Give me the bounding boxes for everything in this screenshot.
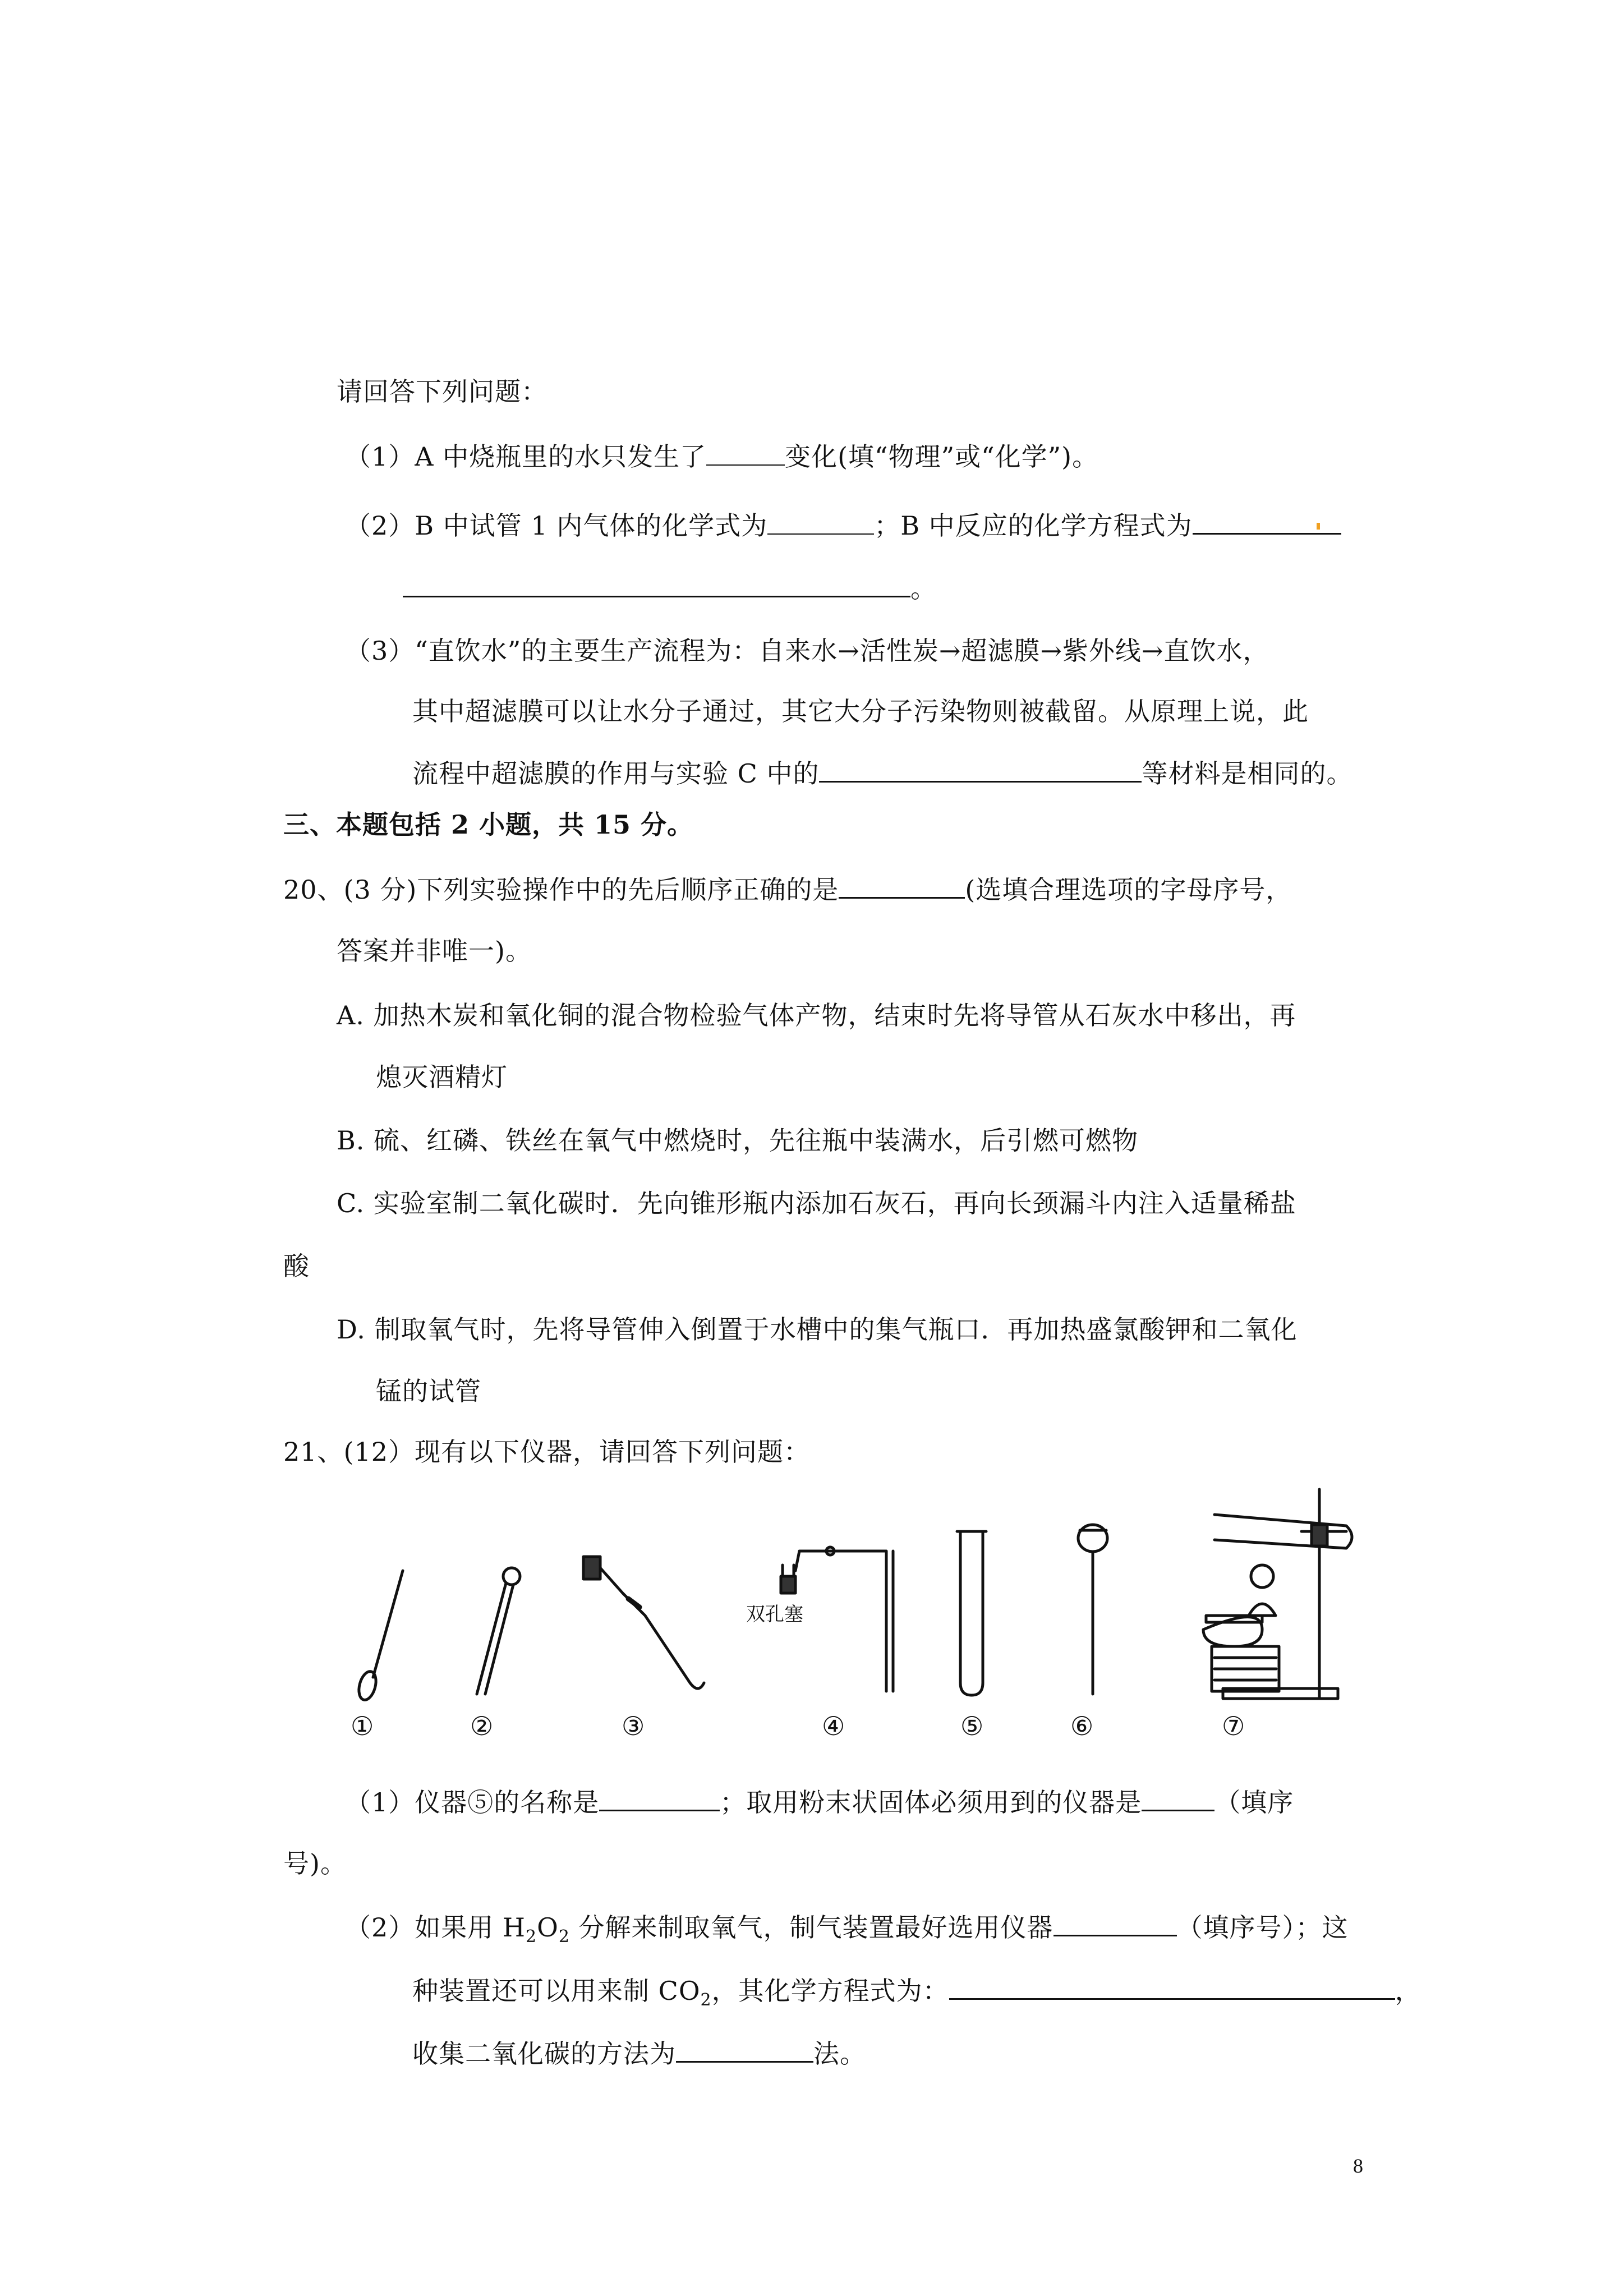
intro-line: 请回答下列问题：	[337, 376, 548, 407]
q21-p2-c: 分解来制取氧气，制气装置最好选用仪器	[569, 1912, 1053, 1943]
long-neck-funnel-icon	[1078, 1525, 1107, 1694]
apparatus-number-6: ⑥	[1070, 1711, 1094, 1741]
q21-p2-a: （2）如果用 H	[345, 1912, 526, 1943]
apparatus-number-2: ②	[470, 1711, 494, 1741]
q21-p1-blank1[interactable]	[599, 1785, 720, 1811]
q21-p1-post: （填序	[1214, 1787, 1294, 1818]
medicine-spoon-icon	[356, 1571, 403, 1702]
q20-option-d-line2: 锰的试管	[376, 1376, 481, 1406]
q21-part1-line2: 号)。	[283, 1848, 347, 1879]
q19-p2-mid: ；B 中反应的化学方程式为	[874, 510, 1193, 541]
q21-p2-l3-a: 收集二氧化碳的方法为	[412, 2039, 676, 2069]
apparatus-number-5: ⑤	[960, 1711, 984, 1741]
q19-p1-pre: （1）A 中烧瓶里的水只发生了	[345, 441, 707, 472]
q21-part2-line3	[412, 2036, 866, 2070]
q21-part2-line2	[412, 1973, 1421, 2017]
q21-p2-blank2[interactable]	[949, 1973, 1395, 2000]
q20-option-c-line1: C. 实验室制二氧化碳时．先向锥形瓶内添加石灰石，再向长颈漏斗内注入适量稀盐	[337, 1188, 1296, 1218]
q20-line2: 答案并非唯一)。	[337, 936, 532, 966]
q21-part1	[345, 1785, 1294, 1819]
q20-option-a-line2: 熄灭酒精灯	[376, 1062, 508, 1092]
q20-option-d-line1: D. 制取氧气时，先将导管伸入倒置于水槽中的集气瓶口．再加热盛氯酸钾和二氧化	[337, 1314, 1298, 1345]
q19-p3-l3-post: 等材料是相同的。	[1142, 758, 1353, 789]
q21-p2-l2-sub: 2	[700, 1990, 712, 2010]
q21-title: 21、(12）现有以下仪器，请回答下列问题：	[283, 1437, 811, 1467]
apparatus-number-3: ③	[622, 1711, 645, 1741]
q19-p2-end: 。	[910, 573, 937, 604]
q20-option-c-line2: 酸	[283, 1251, 310, 1281]
q20-option-a-line1: A. 加热木炭和氧化铜的混合物检验气体产物，结束时先将导管从石灰水中移出，再	[337, 1000, 1296, 1030]
q21-p2-blank1[interactable]	[1053, 1910, 1177, 1936]
section3-heading: 三、本题包括 2 小题，共 15 分。	[283, 809, 694, 840]
two-hole-stopper-label: 双孔塞	[746, 1603, 803, 1626]
q21-p2-d: （填序号）；这	[1176, 1912, 1349, 1943]
q21-p2-sub1: 2	[526, 1927, 537, 1947]
q21-p2-b: O	[537, 1912, 559, 1943]
q21-p2-l3-b: 法。	[813, 2039, 866, 2069]
q19-p1-post: 变化(填“物理”或“化学”)。	[785, 441, 1099, 472]
q20-option-b: B. 硫、红磷、铁丝在氧气中燃烧时，先往瓶中装满水，后引燃可燃物	[337, 1125, 1139, 1156]
test-tube-icon	[957, 1531, 986, 1695]
q21-p2-l2-c: ，	[1395, 1976, 1421, 2006]
apparatus-number-4: ④	[822, 1711, 845, 1741]
q20-l1-pre: 20、(3 分)下列实验操作中的先后顺序正确的是	[283, 875, 839, 905]
q21-p2-l2-a: 种装置还可以用来制 CO	[412, 1976, 701, 2006]
q19-p3-l3-pre: 流程中超滤膜的作用与实验 C 中的	[412, 758, 820, 789]
q21-part2	[345, 1910, 1349, 1954]
q19-part3-line1: （3）“直饮水”的主要生产流程为：自来水→活性炭→超滤膜→紫外线→直饮水，	[345, 636, 1269, 666]
heating-apparatus-icon	[1203, 1489, 1352, 1699]
tweezers-icon	[477, 1568, 520, 1694]
q21-p2-blank3[interactable]	[676, 2036, 813, 2063]
q21-p2-l2-b: ，其化学方程式为：	[711, 1976, 949, 2006]
stopper-bent-tube-icon	[583, 1557, 704, 1688]
q19-p2-pre: （2）B 中试管 1 内气体的化学式为	[345, 510, 768, 541]
q21-p1-blank2[interactable]	[1142, 1785, 1214, 1811]
q20-l1-post: (选填合理选项的字母序号，	[965, 875, 1292, 905]
q21-p2-sub2: 2	[558, 1927, 570, 1947]
page-number: 8	[1353, 2155, 1363, 2177]
q21-p1-mid: ；取用粉末状固体必须用到的仪器是	[720, 1787, 1142, 1818]
q21-p1-pre: （1）仪器⑤的名称是	[345, 1787, 600, 1818]
q19-part3-line2: 其中超滤膜可以让水分子通过，其它大分子污染物则被截留。从原理上说，此	[412, 696, 1309, 726]
apparatus-number-7: ⑦	[1222, 1711, 1245, 1741]
apparatus-number-1: ①	[351, 1711, 374, 1741]
